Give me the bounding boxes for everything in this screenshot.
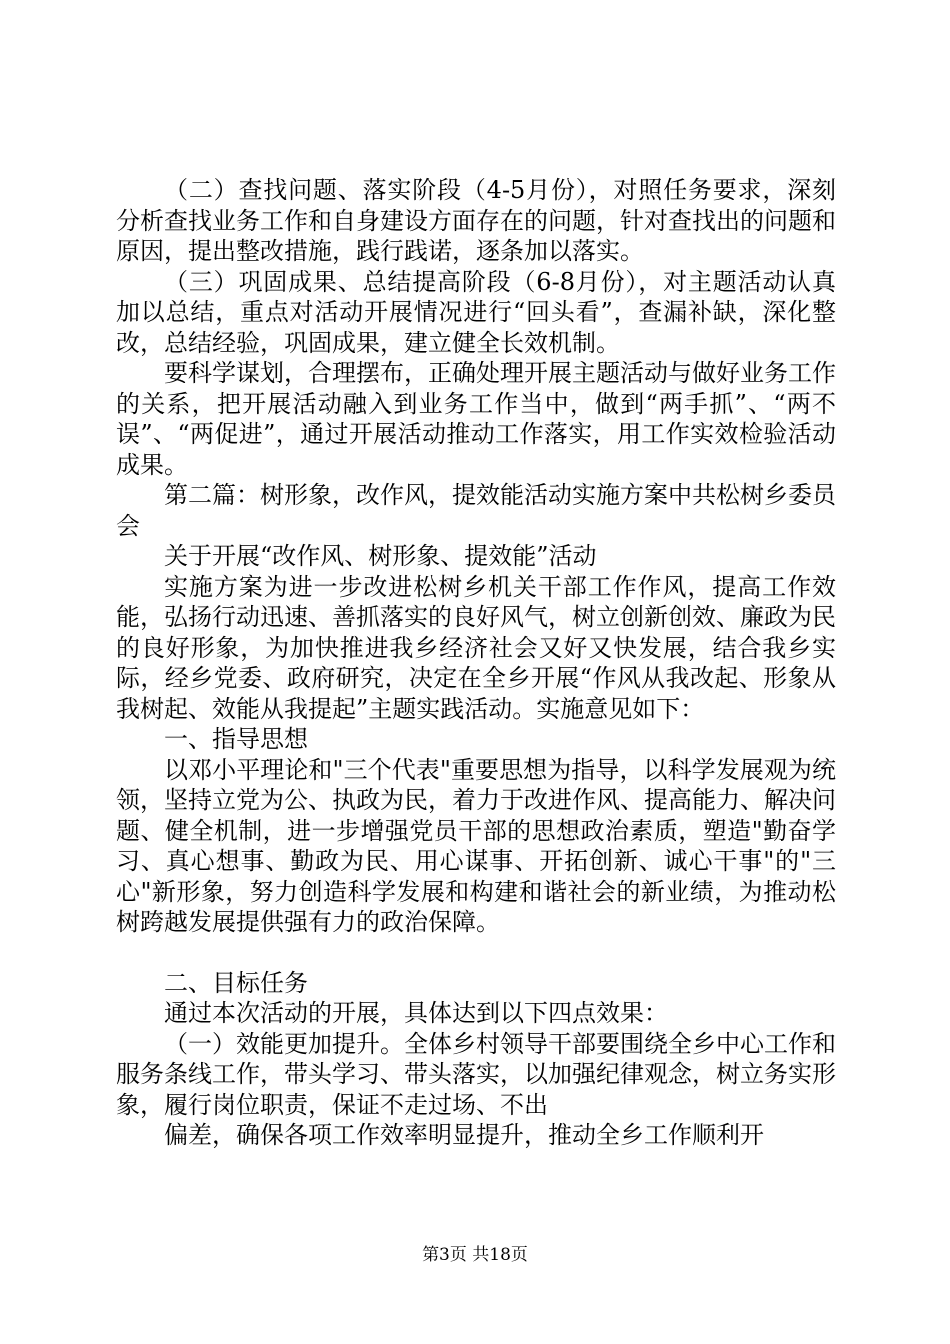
heading-goals-tasks: 二、目标任务 (164, 968, 308, 997)
paragraph-efficiency-continued: 偏差，确保各项工作效率明显提升，推动全乡工作顺利开 (164, 1121, 764, 1149)
document-body (116, 175, 836, 1151)
paragraph-efficiency: （一）效能更加提升。全体乡村领导干部要围绕全乡中心工作和服务条线工作，带头学习、带头落实，以加强纪律观念，树立务实形象，履行岗位职责，保证不走过场、不出 (116, 1029, 836, 1119)
paragraph-goals-intro: 通过本次活动的开展，具体达到以下四点效果： (164, 999, 668, 1027)
paragraph-activity-title: 关于开展“改作风、树形象、提效能”活动 (164, 542, 597, 570)
paragraph-stage-three: （三）巩固成果、总结提高阶段（6-8月份），对主题活动认真加以总结，重点对活动开展情况进行“回头看”，查漏补缺，深化整改，总结经验，巩固成果，建立健全长效机制。 (116, 267, 836, 357)
paragraph-planning: 要科学谋划，合理摆布，正确处理开展主题活动与做好业务工作的关系，把开展活动融入到业务工作当中，做到“两手抓”、“两不误”、“两促进”，通过开展活动推动工作落实，用工作实效检验活动成果。 (116, 359, 836, 479)
heading-guiding-ideology: 一、指导思想 (164, 725, 308, 753)
page-footer: 第3页 共18页 (422, 1245, 528, 1265)
paragraph-guiding-ideology: 以邓小平理论和"三个代表"重要思想为指导，以科学发展观为统领，坚持立党为公、执政为民，着力于改进作风、提高能力、解决问题、健全机制，进一步增强党员干部的思想政治素质，塑造"勤奋学习、真心想事、勤政为民、用心谋事、开拓创新、诚心干事"的"三心"新形象，努力创造科学发展和构建和谐社会的新业绩，为推动松树跨越发展提供强有力的政治保障。 (116, 755, 836, 936)
paragraph-stage-two: （二）查找问题、落实阶段（4-5月份），对照任务要求，深刻分析查找业务工作和自身建设方面存在的问题，针对查找出的问题和原因，提出整改措施，践行践诺，逐条加以落实。 (116, 176, 836, 265)
paragraph-second-article-title: 第二篇：树形象，改作风，提效能活动实施方案中共松树乡委员会 (116, 481, 836, 540)
paragraph-implementation-plan: 实施方案为进一步改进松树乡机关干部工作作风，提高工作效能，弘扬行动迅速、善抓落实的良好风气，树立创新创效、廉政为民的良好形象，为加快推进我乡经济社会又好又快发展，结合我乡实际，经乡党委、政府研究，决定在全乡开展“作风从我改起、形象从我树起、效能从我提起”主题实践活动。实施意见如下： (116, 572, 836, 723)
